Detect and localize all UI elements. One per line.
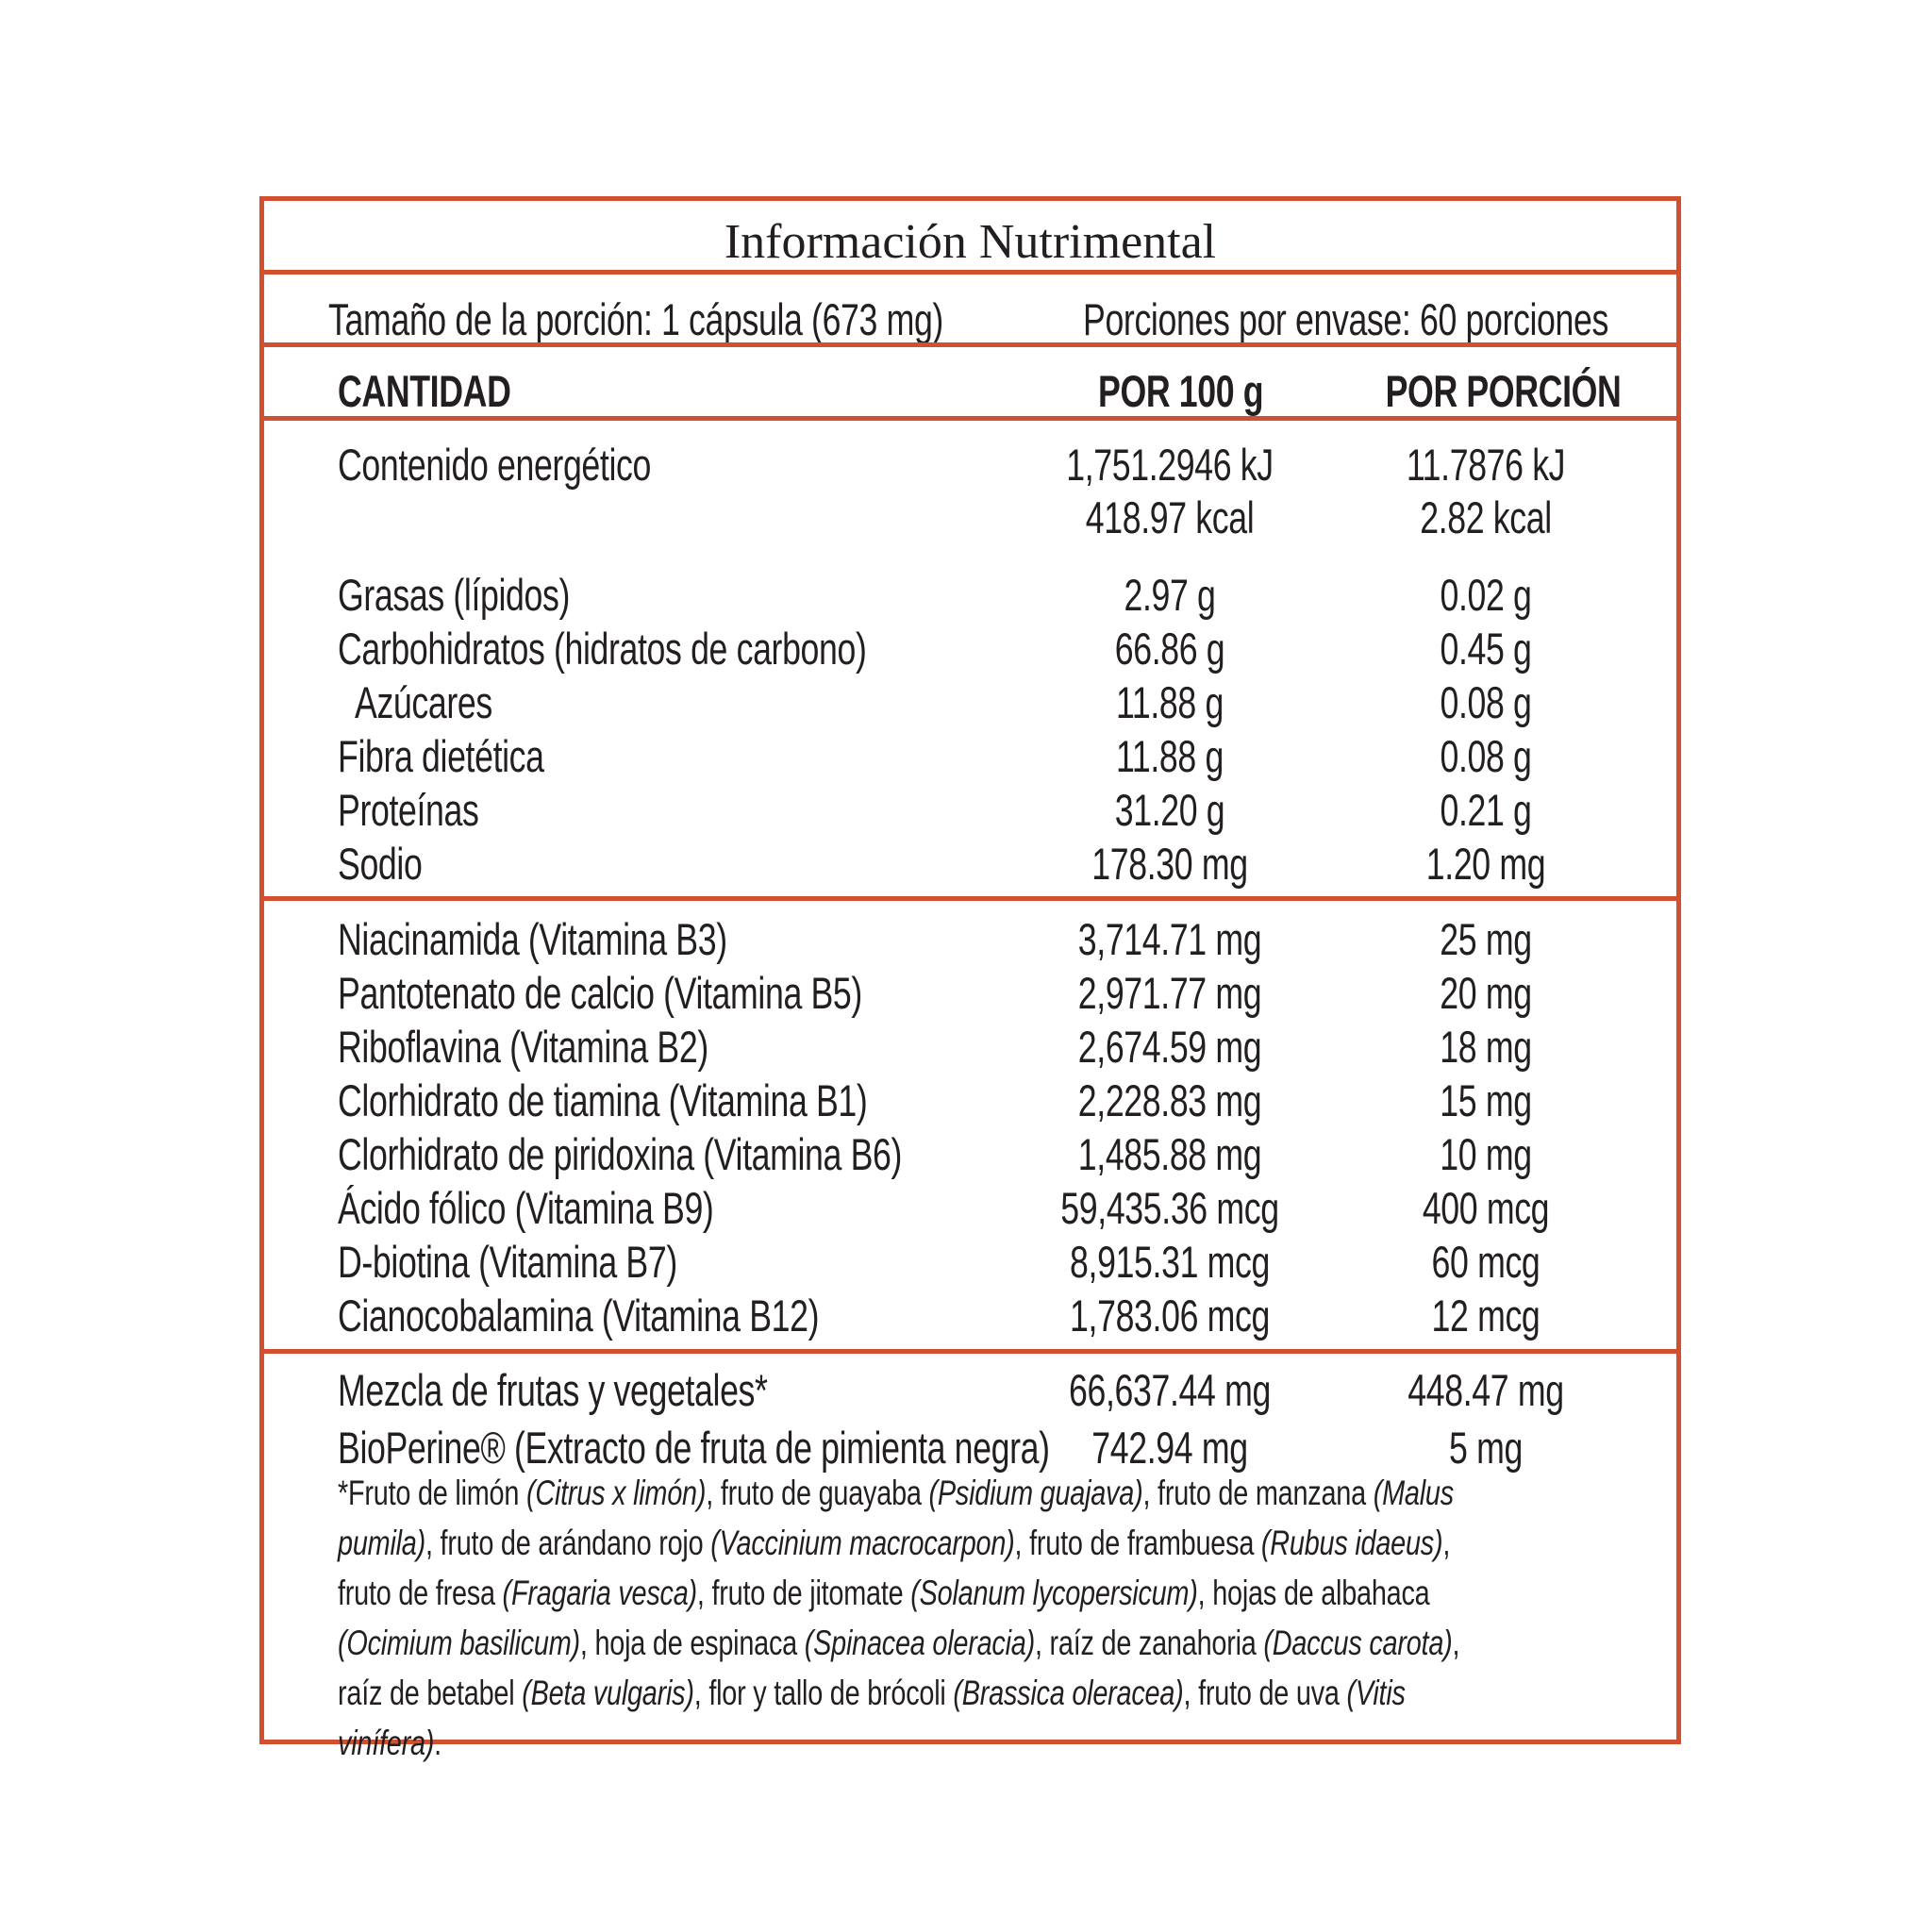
divider-serving (264, 342, 1676, 347)
footnote-text: *Fruto de limón (338, 1474, 526, 1512)
footnote-scientific-name: (Malus pumila) (338, 1474, 1454, 1562)
footnote-text: . (434, 1724, 441, 1762)
vitamin-per-100g: 2,674.59 mg (1077, 1022, 1262, 1072)
divider-macros (264, 896, 1676, 901)
footnote-text: , fruto de guayaba (706, 1474, 929, 1512)
macro-per-100g: 178.30 mg (1091, 839, 1248, 889)
macro-per-portion: 1.20 mg (1425, 839, 1546, 889)
vitamin-per-100g: 2,971.77 mg (1077, 968, 1262, 1018)
footnote-scientific-name: (Citrus x limón) (525, 1474, 707, 1512)
vitamin-per-100g: 1,485.88 mg (1077, 1129, 1262, 1179)
footnote-scientific-name: (Beta vulgaris) (522, 1674, 694, 1712)
vitamin-per-100g: 8,915.31 mcg (1070, 1237, 1270, 1287)
footnote-scientific-name: (Brassica oleracea) (953, 1674, 1184, 1712)
divider-header (264, 416, 1676, 421)
footnote-scientific-name: (Solanum lycopersicum) (910, 1574, 1198, 1612)
blend-per-100g: 66,637.44 mg (1069, 1365, 1271, 1415)
energy-label: Contenido energético (338, 440, 651, 490)
macro-per-portion: 0.02 g (1440, 570, 1532, 620)
header-per-100g: POR 100 g (1098, 366, 1264, 416)
macro-per-100g: 31.20 g (1114, 785, 1225, 835)
footnote-scientific-name: (Spinacea oleracia) (804, 1624, 1035, 1662)
macro-per-portion: 0.21 g (1440, 785, 1532, 835)
blend-per-portion: 5 mg (1449, 1423, 1523, 1473)
macro-label: Carbohidratos (hidratos de carbono) (338, 624, 867, 674)
header-quantity: CANTIDAD (338, 366, 511, 416)
vitamin-label: Cianocobalamina (Vitamina B12) (338, 1291, 820, 1341)
energy-per-100g-kcal: 418.97 kcal (1085, 492, 1255, 542)
footnote-scientific-name: (Psidium guajava) (928, 1474, 1143, 1512)
footnote-text: , fruto de jitomate (696, 1574, 911, 1612)
energy-per-portion-kcal: 2.82 kcal (1420, 492, 1552, 542)
macro-label: Azúcares (355, 677, 492, 727)
footnote-text: , fruto de arándano rojo (425, 1524, 711, 1562)
vitamin-per-100g: 1,783.06 mcg (1070, 1291, 1270, 1341)
vitamin-label: Niacinamida (Vitamina B3) (338, 914, 727, 964)
vitamin-per-portion: 18 mg (1440, 1022, 1532, 1072)
footnote-scientific-name: (Rubus idaeus) (1260, 1524, 1443, 1562)
footnote-text: , fruto de frambuesa (1014, 1524, 1261, 1562)
blend-label: Mezcla de frutas y vegetales* (338, 1365, 768, 1415)
footnote-ingredients (338, 1468, 1486, 1768)
vitamin-label: Riboflavina (Vitamina B2) (338, 1022, 708, 1072)
footnote-text: , hoja de espinaca (579, 1624, 805, 1662)
nutrition-panel (259, 196, 1681, 1762)
panel-title: Información Nutrimental (724, 215, 1217, 269)
vitamin-per-100g: 3,714.71 mg (1077, 914, 1262, 964)
vitamin-per-portion: 25 mg (1440, 914, 1532, 964)
vitamin-label: Clorhidrato de tiamina (Vitamina B1) (338, 1075, 868, 1125)
macro-label: Fibra dietética (338, 731, 544, 781)
blend-per-portion: 448.47 mg (1407, 1365, 1564, 1415)
vitamin-label: Pantotenato de calcio (Vitamina B5) (338, 968, 862, 1018)
macro-per-portion: 0.08 g (1440, 677, 1532, 727)
footnote-text: , raíz de betabel (338, 1624, 1460, 1712)
header-per-portion: POR PORCIÓN (1385, 366, 1622, 416)
vitamin-per-portion: 60 mcg (1431, 1237, 1541, 1287)
vitamin-per-100g: 2,228.83 mg (1077, 1075, 1262, 1125)
footnote-text: , hojas de albahaca (1197, 1574, 1430, 1612)
macro-label: Grasas (lípidos) (338, 570, 571, 620)
vitamin-per-100g: 59,435.36 mcg (1060, 1183, 1279, 1233)
macro-per-portion: 0.45 g (1440, 624, 1532, 674)
footnote-scientific-name: (Daccus carota) (1263, 1624, 1453, 1662)
footnote-scientific-name: (Fragaria vesca) (502, 1574, 697, 1612)
macro-per-100g: 2.97 g (1124, 570, 1216, 620)
footnote-text: , fruto de uva (1183, 1674, 1347, 1712)
footnote-text: , raíz de zanahoria (1034, 1624, 1264, 1662)
vitamin-per-portion: 10 mg (1440, 1129, 1532, 1179)
vitamin-label: D-biotina (Vitamina B7) (338, 1237, 677, 1287)
blend-per-100g: 742.94 mg (1091, 1423, 1248, 1473)
divider-title (264, 270, 1676, 275)
footnote-text: , fruto de manzana (1142, 1474, 1374, 1512)
footnote-text: , fruto de fresa (338, 1524, 1451, 1612)
divider-vitamins (264, 1349, 1676, 1354)
macro-per-100g: 66.86 g (1114, 624, 1225, 674)
vitamin-label: Ácido fólico (Vitamina B9) (338, 1183, 714, 1233)
servings-per-container: Porciones por envase: 60 porciones (1083, 294, 1608, 344)
macro-per-100g: 11.88 g (1116, 731, 1224, 781)
energy-per-100g-kj: 1,751.2946 kJ (1066, 440, 1274, 490)
serving-size: Tamaño de la porción: 1 cápsula (673 mg) (328, 294, 943, 344)
macro-label: Sodio (338, 839, 423, 889)
energy-per-portion-kj: 11.7876 kJ (1406, 440, 1566, 490)
vitamin-per-portion: 15 mg (1440, 1075, 1532, 1125)
footnote-text: , flor y tallo de brócoli (693, 1674, 954, 1712)
vitamin-per-portion: 20 mg (1440, 968, 1532, 1018)
vitamin-per-portion: 12 mcg (1431, 1291, 1541, 1341)
footnote-scientific-name: (Ocimium basilicum) (338, 1624, 580, 1662)
footnote-scientific-name: (Vitis vinífera) (338, 1674, 1406, 1762)
macro-per-portion: 0.08 g (1440, 731, 1532, 781)
footnote-scientific-name: (Vaccinium macrocarpon) (710, 1524, 1015, 1562)
blend-label: BioPerine® (Extracto de fruta de pimienta negra) (338, 1423, 1050, 1473)
vitamin-per-portion: 400 mcg (1422, 1183, 1550, 1233)
macro-per-100g: 11.88 g (1116, 677, 1224, 727)
vitamin-label: Clorhidrato de piridoxina (Vitamina B6) (338, 1129, 903, 1179)
macro-label: Proteínas (338, 785, 479, 835)
